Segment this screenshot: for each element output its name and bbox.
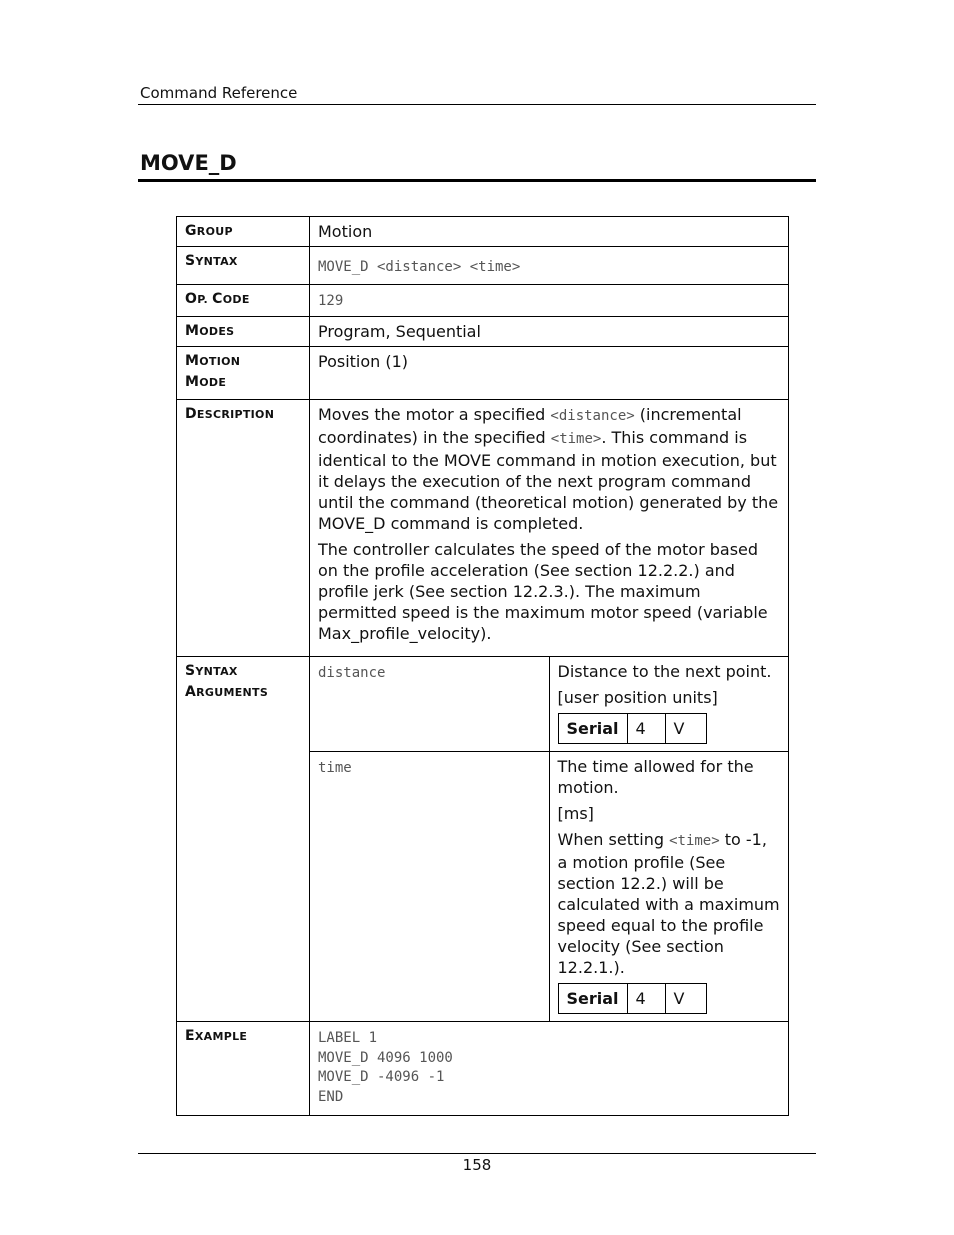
command-table	[176, 216, 789, 1116]
label-opcode: OP. CODE	[177, 285, 310, 317]
value-group: Motion	[310, 217, 789, 247]
arg-time-unit: [ms]	[557, 804, 594, 823]
arg-time-description: The time allowed for the motion.	[557, 757, 754, 797]
value-example	[310, 1022, 789, 1116]
row-motion-mode	[177, 347, 789, 400]
row-modes	[177, 317, 789, 347]
arg-time-note: When setting <time> to -1, a motion profile (See section 12.2.) will be calculated with a maximum speed equal to the profile velocity (See section 12.2.1.).	[557, 830, 780, 977]
serial-table-time	[558, 983, 707, 1014]
row-description	[177, 400, 789, 657]
label-syntax-arguments: SYNTAX ARGUMENTS	[177, 657, 310, 1022]
opcode-code: 129	[318, 293, 344, 309]
row-example	[177, 1022, 789, 1116]
value-modes: Program, Sequential	[310, 317, 789, 347]
arg-name-time: time	[310, 752, 550, 1022]
value-description	[310, 400, 789, 657]
page-title: MOVE_D	[140, 151, 237, 175]
serial-label: Serial	[558, 984, 627, 1014]
serial-access: V	[665, 714, 706, 744]
serial-size: 4	[627, 984, 665, 1014]
serial-size: 4	[627, 714, 665, 744]
serial-access: V	[665, 984, 706, 1014]
arg-distance-unit: [user position units]	[557, 688, 718, 707]
arg-name-distance: distance	[310, 657, 550, 752]
label-group: GROUP	[177, 217, 310, 247]
value-motion-mode: Position (1)	[310, 347, 789, 400]
title-rule	[138, 179, 816, 182]
serial-label: Serial	[558, 714, 627, 744]
label-description: DESCRIPTION	[177, 400, 310, 657]
label-motion-mode: MOTION MODE	[177, 347, 310, 400]
footer-rule	[138, 1153, 816, 1154]
value-syntax	[310, 247, 789, 285]
description-paragraph-1: Moves the motor a specified <distance> (incremental coordinates) in the specified <time>. This command is identical to the MOVE command in motion execution, but it delays the execution of the next program command until the command (theoretical motion) generated by the MOVE_D command is completed.	[318, 405, 779, 533]
syntax-code: MOVE_D <distance> <time>	[318, 259, 521, 275]
header-rule	[138, 104, 816, 105]
label-syntax: SYNTAX	[177, 247, 310, 285]
example-code: LABEL 1 MOVE_D 4096 1000 MOVE_D -4096 -1 END	[318, 1030, 453, 1105]
label-modes: MODES	[177, 317, 310, 347]
arg-distance-description: Distance to the next point.	[557, 662, 772, 681]
page-number: 158	[462, 1156, 492, 1174]
row-opcode	[177, 285, 789, 317]
label-example: EXAMPLE	[177, 1022, 310, 1116]
arg-desc-distance	[549, 657, 789, 752]
description-paragraph-2: The controller calculates the speed of the motor based on the profile acceleration (See section 12.2.2.) and profile jerk (See section 12.2.3.). The maximum permitted speed is the maximum motor speed (variable Max_profile_velocity).	[318, 540, 768, 643]
arg-desc-time	[549, 752, 789, 1022]
row-syntax	[177, 247, 789, 285]
value-opcode	[310, 285, 789, 317]
row-syntax-arguments	[177, 657, 789, 752]
serial-table-distance	[558, 713, 707, 744]
running-header: Command Reference	[140, 84, 298, 102]
row-group	[177, 217, 789, 247]
